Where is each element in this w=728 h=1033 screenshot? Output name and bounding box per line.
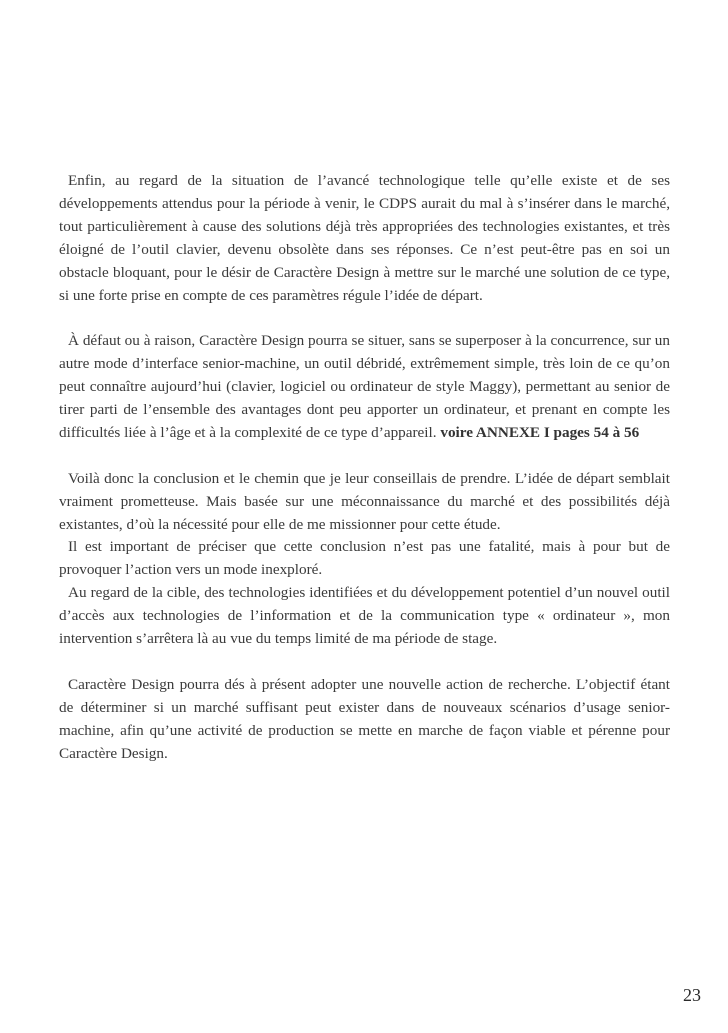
- page-number: 23: [683, 985, 701, 1005]
- paragraph-recommendation: Voilà donc la conclusion et le chemin que je leur conseillais de prendre. L’idée de départ semblait vraiment prometteuse. Mais basée sur une méconnaissance du marché et des possibilités déjà existantes, d’où la nécessité pour elle de me missionner pour cette étude.: [59, 469, 670, 533]
- paragraph-next-action: Caractère Design pourra dés à présent adopter une nouvelle action de recherche. L’objectif étant de déterminer si un marché suffisant peut exister dans de nouveaux scénarios d’usage senior-machine, afin qu’une activité de production se mette en marche de façon viable et pérenne pour Caractère Design.: [59, 675, 670, 762]
- paragraph-not-fatality: Il est important de préciser que cette conclusion n’est pas une fatalité, mais à pour but de provoquer l’action vers un mode inexploré.: [59, 538, 670, 579]
- paragraph-intervention-limit: Au regard de la cible, des technologies identifiées et du développement potentiel d’un nouvel outil d’accès aux technologies de l’information et de la communication type « ordinateur », mon intervention s’arrêtera là au vue du temps limité de ma période de stage.: [59, 584, 670, 648]
- paragraph-spacer: [59, 307, 670, 330]
- annex-reference: voire ANNEXE I pages 54 à 56: [440, 423, 640, 441]
- paragraph-spacer: [59, 651, 670, 674]
- paragraph-conclusion-market: Enfin, au regard de la situation de l’avancé technologique telle qu’elle existe et de ses développements attendus pour la période à venir, le CDPS aurait du mal à s’insérer dans le marché, tout particulièrement à cause des solutions déjà très appropriées des technologies existantes, et très éloigné de l’outil clavier, devenu obsolète dans ses réponses. Ce n’est peut-être pas en soi un obstacle bloquant, pour le désir de Caractère Design à mettre sur le marché une solution de ce type, si une forte prise en compte de ces paramètres régule l’idée de départ.: [59, 172, 670, 304]
- page-body: [59, 170, 670, 766]
- paragraph-spacer: [59, 445, 670, 468]
- paragraph-interface-text: À défaut ou à raison, Caractère Design pourra se situer, sans se superposer à la concurrence, sur un autre mode d’interface senior-machine, un outil débridé, extrêmement simple, très loin de ce qu’on peut connaître aujourd’hui (clavier, logiciel ou ordinateur de style Maggy), permettant au senior de tirer parti de l’ensemble des avantages dont peu apporter un ordinateur, et prenant en compte les difficultés liée à l’âge et à la complexité de ce type d’appareil.: [59, 332, 670, 441]
- paragraph-interface-proposal: [59, 330, 670, 445]
